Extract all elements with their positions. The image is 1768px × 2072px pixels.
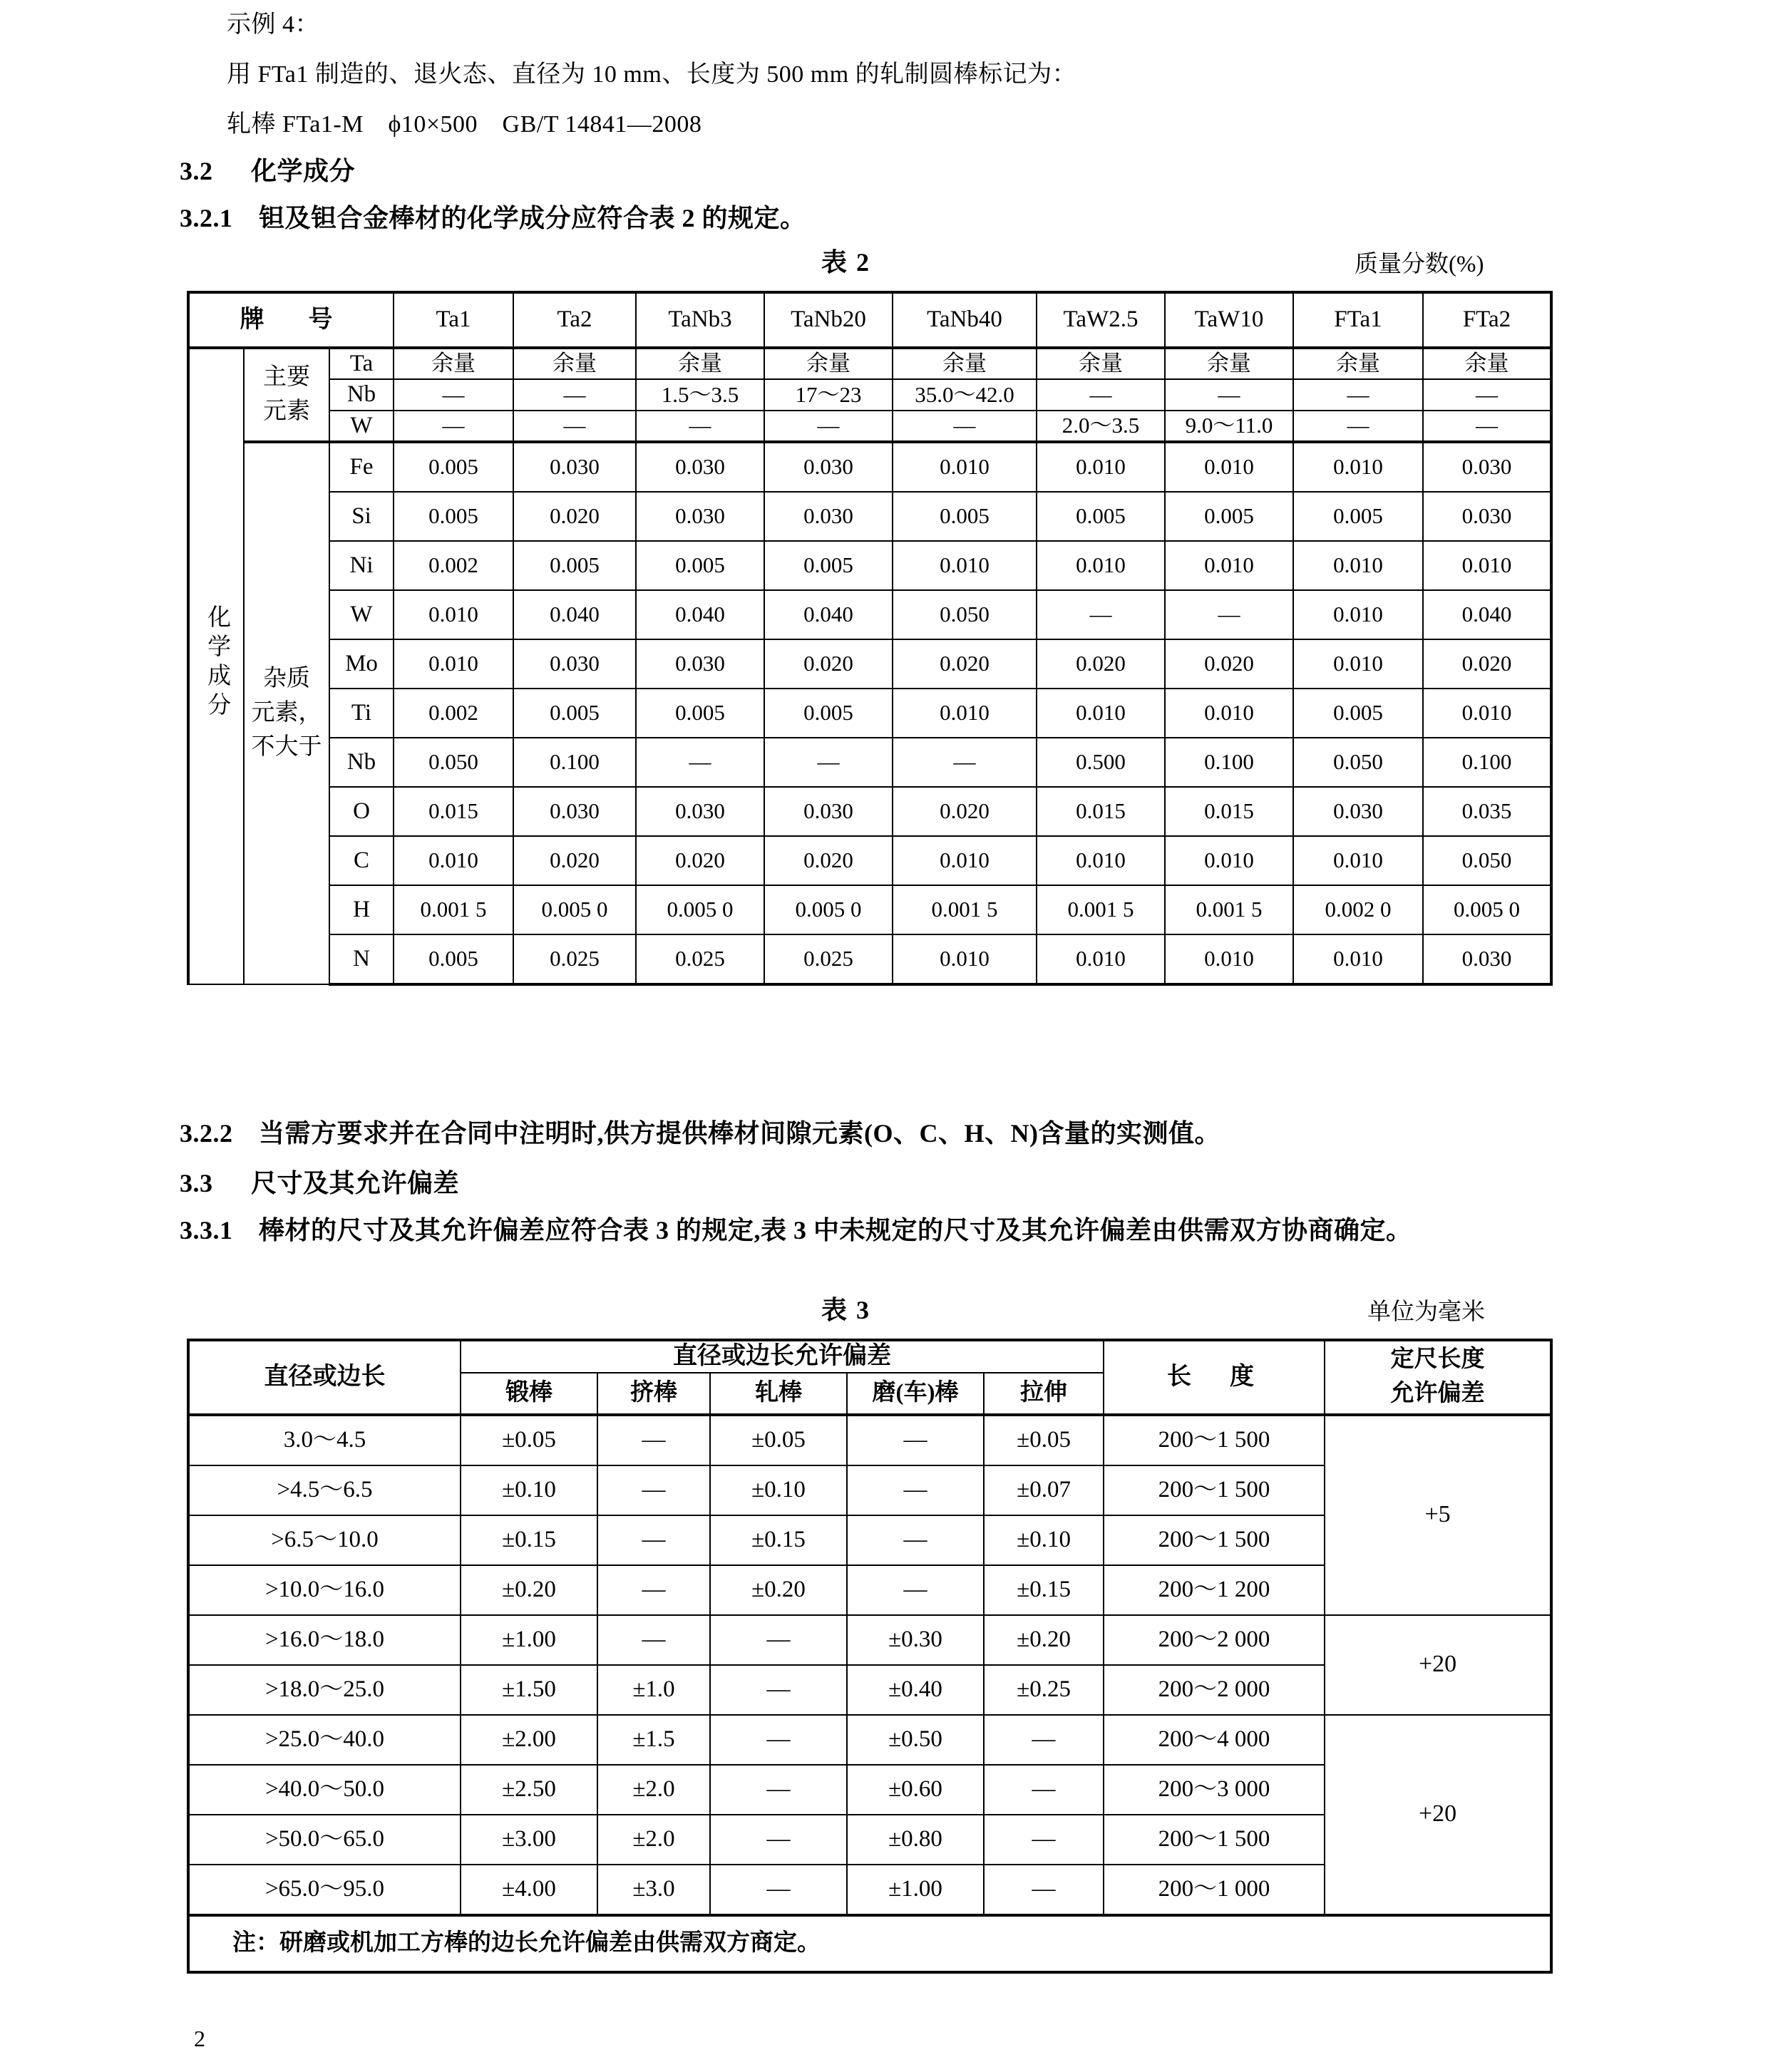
table-3-length: 200～4 000 [1104, 1715, 1325, 1765]
table-2-grade-taw2.5: TaW2.5 [1037, 292, 1165, 348]
table-2-element-nb-main: Nb [329, 379, 394, 410]
table-2-value: 0.005 [764, 689, 893, 738]
table-2-value: 余量 [1165, 348, 1293, 379]
table-3-subcol-2: 轧棒 [710, 1373, 847, 1415]
table-3-fixed-length-tolerance: +20 [1325, 1715, 1551, 1915]
table-2-element-c-impurity: C [329, 836, 394, 885]
table-2-value: 9.0～11.0 [1165, 411, 1293, 442]
table-2-value: 0.005 [764, 541, 893, 590]
table-3-length: 200～2 000 [1104, 1665, 1325, 1715]
table-2-value: — [764, 411, 893, 442]
table-3-col-tolerance-group: 直径或边长允许偏差 [461, 1340, 1104, 1373]
section-3-2-1: 3.2.1 钽及钽合金棒材的化学成分应符合表 2 的规定。 [180, 204, 806, 232]
table-2-value: — [513, 411, 636, 442]
table-2-impurity-row [188, 492, 1551, 541]
table-2-value: 0.005 [636, 689, 764, 738]
table-2-value: 0.015 [1037, 787, 1165, 836]
table-2-value: 0.010 [893, 836, 1037, 885]
table-3-forged: ±1.00 [461, 1615, 597, 1665]
table-2-value: 2.0～3.5 [1037, 411, 1165, 442]
table-2-value: 0.010 [893, 934, 1037, 984]
table-2-value: — [1037, 379, 1165, 410]
table-3-length: 200～1 500 [1104, 1815, 1325, 1865]
table-2-value: — [394, 411, 513, 442]
table-3-subcol-1: 挤棒 [597, 1373, 710, 1415]
table-3-note: 注：研磨或机加工方棒的边长允许偏差由供需双方商定。 [188, 1915, 1551, 1972]
table-2-value: 0.010 [893, 541, 1037, 590]
table-3-forged: ±4.00 [461, 1865, 597, 1915]
table-2-value: 0.005 [513, 541, 636, 590]
table-2-element-ta-main: Ta [329, 348, 394, 379]
table-2-value: — [513, 379, 636, 410]
table-2-value: — [1293, 411, 1423, 442]
table-2-value: 0.005 [513, 689, 636, 738]
table-3-extruded: — [597, 1415, 710, 1465]
table-2-value: 0.005 [1293, 689, 1423, 738]
table-2-element-si-impurity: Si [329, 492, 394, 541]
table-2-value: 0.010 [394, 836, 513, 885]
table-2-element-fe-impurity: Fe [329, 442, 394, 492]
table-2-value: 0.010 [1293, 541, 1423, 590]
table-3-drawn: ±0.25 [984, 1665, 1104, 1715]
table-3-ground: ±0.50 [847, 1715, 984, 1765]
table-2-element-h-impurity: H [329, 885, 394, 934]
table-2-value: 0.005 [893, 492, 1037, 541]
table-2-impurity-row [188, 738, 1551, 787]
table-2-value: — [394, 379, 513, 410]
table-3-ground: — [847, 1465, 984, 1515]
table-2-value: 0.005 0 [513, 885, 636, 934]
table-2-value: 0.015 [1165, 787, 1293, 836]
table-2-value: 余量 [1037, 348, 1165, 379]
table-3-ground: — [847, 1415, 984, 1465]
table-3-size: 3.0～4.5 [188, 1415, 461, 1465]
table-2-value: 0.030 [1293, 787, 1423, 836]
table-2-value: 0.100 [1423, 738, 1551, 787]
table-3-ground: ±0.30 [847, 1615, 984, 1665]
table-2-grade-header: 牌 号 [188, 292, 394, 348]
table-2-value: 0.040 [636, 590, 764, 639]
table-2-value: 0.010 [1293, 934, 1423, 984]
table-2-value: 0.100 [1165, 738, 1293, 787]
table-2-value: 0.020 [1037, 639, 1165, 689]
table-2-value: 余量 [513, 348, 636, 379]
table-2-value: 0.010 [1037, 934, 1165, 984]
table-2-value: 0.010 [1037, 689, 1165, 738]
table-2-grade-fta1: FTa1 [1293, 292, 1423, 348]
table-3-ground: ±0.80 [847, 1815, 984, 1865]
table-2-value: 0.001 5 [394, 885, 513, 934]
table-3-size: >25.0～40.0 [188, 1715, 461, 1765]
table-2-value: 0.002 0 [1293, 885, 1423, 934]
table-2-value: — [1423, 379, 1551, 410]
table-3-rolled: ±0.10 [710, 1465, 847, 1515]
table-3-length: 200～1 200 [1104, 1565, 1325, 1615]
table-2-value: 0.025 [764, 934, 893, 984]
table-2-impurity-row [188, 639, 1551, 689]
table-3-rolled: — [710, 1715, 847, 1765]
table-2-value: 0.100 [513, 738, 636, 787]
table-3-rolled: — [710, 1865, 847, 1915]
table-2-value: 0.020 [636, 836, 764, 885]
table-2-value: 0.030 [764, 787, 893, 836]
table-2-value: 0.025 [513, 934, 636, 984]
table-2-impurity-row [188, 885, 1551, 934]
table-2-value: — [764, 738, 893, 787]
table-3-drawn: ±0.10 [984, 1515, 1104, 1565]
table-2-value: 0.020 [513, 836, 636, 885]
table-3-forged: ±0.05 [461, 1415, 597, 1465]
table-3-subcol-4: 拉伸 [984, 1373, 1104, 1415]
table-2-value: 0.030 [1423, 442, 1551, 492]
table-2-value: 0.005 [1165, 492, 1293, 541]
table-3-forged: ±0.15 [461, 1515, 597, 1565]
table-3-drawn: — [984, 1865, 1104, 1915]
table-2-grade-tanb3: TaNb3 [636, 292, 764, 348]
section-3-3-1: 3.3.1 棒材的尺寸及其允许偏差应符合表 3 的规定,表 3 中未规定的尺寸及其允许偏差由供需双方协商确定。 [180, 1216, 1412, 1244]
table-2-value: 0.005 [1293, 492, 1423, 541]
section-3-3-number: 3.3 [180, 1169, 213, 1197]
table-3-forged: ±1.50 [461, 1665, 597, 1715]
section-3-2-2: 3.2.2 当需方要求并在合同中注明时,供方提供棒材间隙元素(O、C、H、N)含量的实测值。 [180, 1119, 1220, 1148]
table-2-value: — [893, 411, 1037, 442]
table-2-value: 0.050 [893, 590, 1037, 639]
table-2-grade-ta1: Ta1 [394, 292, 513, 348]
table-2-value: 余量 [394, 348, 513, 379]
table-2-value: 0.050 [394, 738, 513, 787]
table-2-unit-note: 质量分数(%) [1355, 252, 1484, 277]
table-3-col-diameter: 直径或边长 [188, 1340, 461, 1415]
table-2-value: 0.001 5 [1037, 885, 1165, 934]
table-2-value: 0.030 [1423, 492, 1551, 541]
table-2-value: 0.020 [893, 639, 1037, 689]
table-2-value: 0.020 [893, 787, 1037, 836]
table-3-col-length: 长 度 [1104, 1340, 1325, 1415]
table-3-length: 200～1 000 [1104, 1865, 1325, 1915]
table-3-rolled: ±0.20 [710, 1565, 847, 1615]
table-3-size: >65.0～95.0 [188, 1865, 461, 1915]
table-2-element-nb-impurity: Nb [329, 738, 394, 787]
table-2-value: 0.040 [764, 590, 893, 639]
table-3-rolled: — [710, 1815, 847, 1865]
table-2-value: 0.010 [1423, 541, 1551, 590]
table-2-value: 0.005 [1037, 492, 1165, 541]
table-2-header-row [188, 292, 1551, 348]
table-3-rolled: ±0.05 [710, 1415, 847, 1465]
section-3-2-title: 化学成分 [251, 157, 356, 185]
example-line-1: 用 FTa1 制造的、退火态、直径为 10 mm、长度为 500 mm 的轧制圆棒标记为： [227, 61, 1077, 88]
table-2-value: 0.010 [394, 590, 513, 639]
table-2-group-label-main-elements: 主要 元素 [244, 348, 329, 442]
table-3-drawn: ±0.15 [984, 1565, 1104, 1615]
table-3-ground: — [847, 1515, 984, 1565]
table-2-value: 0.030 [636, 787, 764, 836]
table-2-value: 0.010 [1293, 836, 1423, 885]
table-2-value: 0.030 [764, 492, 893, 541]
table-2-value: 0.010 [1165, 836, 1293, 885]
table-3-drawn: ±0.20 [984, 1615, 1104, 1665]
example-label: 示例 4： [227, 11, 319, 38]
table-3-subcol-3: 磨(车)棒 [847, 1373, 984, 1415]
table-2-impurity-row [188, 787, 1551, 836]
table-3-forged: ±3.00 [461, 1815, 597, 1865]
table-3-size: >50.0～65.0 [188, 1815, 461, 1865]
table-3-ground: — [847, 1565, 984, 1615]
table-2-element-n-impurity: N [329, 934, 394, 984]
table-3-ground: ±0.60 [847, 1765, 984, 1815]
table-2-group-label-impurity-elements: 杂质 元素， 不大于 [244, 442, 329, 984]
table-2-main-row [188, 379, 1551, 410]
page-number: 2 [194, 2026, 205, 2051]
table-2-value: 0.010 [394, 639, 513, 689]
table-3-size: >16.0～18.0 [188, 1615, 461, 1665]
table-2-grade-tanb20: TaNb20 [764, 292, 893, 348]
table-2-impurity-row [188, 934, 1551, 984]
table-3-size: >6.5～10.0 [188, 1515, 461, 1565]
table-2-value: 余量 [1293, 348, 1423, 379]
table-2-value: 0.005 [394, 934, 513, 984]
table-2-value: 0.030 [636, 492, 764, 541]
table-3-col-fixed-length-tolerance: 定尺长度 允许偏差 [1325, 1340, 1551, 1415]
table-2-value: 0.005 [394, 492, 513, 541]
table-2-value: 余量 [636, 348, 764, 379]
table-2-value: 0.010 [1165, 934, 1293, 984]
table-3-unit-note: 单位为毫米 [1367, 1299, 1485, 1325]
table-3-size: >40.0～50.0 [188, 1765, 461, 1815]
table-2-value: 0.030 [636, 639, 764, 689]
table-3-forged: ±2.00 [461, 1715, 597, 1765]
table-3-forged: ±0.20 [461, 1565, 597, 1615]
table-3-extruded: ±2.0 [597, 1815, 710, 1865]
table-2-value: 0.010 [1293, 442, 1423, 492]
table-2-value: 0.010 [893, 442, 1037, 492]
table-2-value: — [636, 738, 764, 787]
table-3-drawn: — [984, 1715, 1104, 1765]
table-3-length: 200～3 000 [1104, 1765, 1325, 1815]
table-2-value: 余量 [764, 348, 893, 379]
table-3-length: 200～2 000 [1104, 1615, 1325, 1665]
table-2-impurity-row [188, 541, 1551, 590]
table-2-value: — [893, 738, 1037, 787]
table-3-length: 200～1 500 [1104, 1465, 1325, 1515]
table-2-group-label-composition: 化学成分 [188, 348, 244, 984]
table-2-value: 17～23 [764, 379, 893, 410]
table-3-extruded: — [597, 1615, 710, 1665]
table-3-header-row-1 [188, 1340, 1551, 1373]
table-2-grade-ta2: Ta2 [513, 292, 636, 348]
table-2-value: 0.010 [1165, 442, 1293, 492]
table-2-value: 0.005 0 [1423, 885, 1551, 934]
table-2-value: 余量 [893, 348, 1037, 379]
table-2-element-ti-impurity: Ti [329, 689, 394, 738]
table-2-value: 0.010 [893, 689, 1037, 738]
table-2-element-o-impurity: O [329, 787, 394, 836]
table-2-value: 0.010 [1037, 541, 1165, 590]
table-2-value: 0.002 [394, 689, 513, 738]
table-3-extruded: ±1.0 [597, 1665, 710, 1715]
table-3-length: 200～1 500 [1104, 1415, 1325, 1465]
table-3-size: >10.0～16.0 [188, 1565, 461, 1615]
table-2-value: — [1165, 379, 1293, 410]
table-3-extruded: ±3.0 [597, 1865, 710, 1915]
table-2-impurity-row [188, 590, 1551, 639]
table-3-size: >18.0～25.0 [188, 1665, 461, 1715]
table-2-value: 0.001 5 [1165, 885, 1293, 934]
table-2-element-ni-impurity: Ni [329, 541, 394, 590]
table-3-subcol-0: 锻棒 [461, 1373, 597, 1415]
table-2-value: 0.010 [1165, 541, 1293, 590]
table-3-row [188, 1615, 1551, 1665]
table-3-ground: ±0.40 [847, 1665, 984, 1715]
table-3-dimensions-tolerances [187, 1339, 1553, 1974]
table-2-impurity-row [188, 689, 1551, 738]
table-2-grade-taw10: TaW10 [1165, 292, 1293, 348]
table-2-value: 余量 [1423, 348, 1551, 379]
table-2-value: 0.050 [1293, 738, 1423, 787]
table-2-grade-fta2: FTa2 [1423, 292, 1551, 348]
table-2-value: 0.030 [764, 442, 893, 492]
table-2-main-row [188, 348, 1551, 379]
table-2-value: 0.005 0 [764, 885, 893, 934]
table-2-value: 0.010 [1037, 442, 1165, 492]
table-2-value: 0.005 [636, 541, 764, 590]
table-2-value: 0.030 [513, 442, 636, 492]
table-2-value: 0.005 [394, 442, 513, 492]
table-2-value: 0.005 0 [636, 885, 764, 934]
table-2-value: 0.035 [1423, 787, 1551, 836]
table-2-value: 0.015 [394, 787, 513, 836]
table-3-extruded: — [597, 1465, 710, 1515]
table-2-grade-tanb40: TaNb40 [893, 292, 1037, 348]
table-3-extruded: ±2.0 [597, 1765, 710, 1815]
table-3-extruded: — [597, 1515, 710, 1565]
table-2-value: 0.020 [1423, 639, 1551, 689]
table-3-rolled: ±0.15 [710, 1515, 847, 1565]
section-3-2-number: 3.2 [180, 157, 213, 185]
table-3-row [188, 1415, 1551, 1465]
table-2-value: 0.010 [1293, 590, 1423, 639]
table-2-value: — [636, 411, 764, 442]
table-2-value: 0.010 [1165, 689, 1293, 738]
table-3-rolled: — [710, 1615, 847, 1665]
table-2-element-mo-impurity: Mo [329, 639, 394, 689]
table-2-value: 35.0～42.0 [893, 379, 1037, 410]
table-2-impurity-row [188, 442, 1551, 492]
table-2-caption: 表 2 [821, 248, 871, 277]
table-2-value: 0.001 5 [893, 885, 1037, 934]
table-2-value: 0.500 [1037, 738, 1165, 787]
table-2-impurity-row [188, 836, 1551, 885]
table-2-value: 1.5～3.5 [636, 379, 764, 410]
table-2-value: 0.020 [513, 492, 636, 541]
table-2-element-w-main: W [329, 411, 394, 442]
table-2-value: 0.002 [394, 541, 513, 590]
table-2-value: — [1293, 379, 1423, 410]
table-2-value: 0.020 [1165, 639, 1293, 689]
table-2-value: 0.010 [1037, 836, 1165, 885]
table-2-value: 0.020 [764, 639, 893, 689]
table-3-row [188, 1715, 1551, 1765]
table-2-value: 0.010 [1423, 689, 1551, 738]
table-3-drawn: — [984, 1765, 1104, 1815]
table-3-note-row [188, 1915, 1551, 1972]
table-2-value: 0.020 [764, 836, 893, 885]
table-2-value: — [1423, 411, 1551, 442]
table-2-value: — [1037, 590, 1165, 639]
table-3-forged: ±2.50 [461, 1765, 597, 1815]
table-2-value: — [1165, 590, 1293, 639]
table-3-fixed-length-tolerance: +20 [1325, 1615, 1551, 1715]
table-3-extruded: ±1.5 [597, 1715, 710, 1765]
section-3-3-title: 尺寸及其允许偏差 [251, 1169, 460, 1197]
table-2-value: 0.040 [1423, 590, 1551, 639]
table-2-value: 0.050 [1423, 836, 1551, 885]
table-3-length: 200～1 500 [1104, 1515, 1325, 1565]
table-3-fixed-length-tolerance: +5 [1325, 1415, 1551, 1615]
table-3-ground: ±1.00 [847, 1865, 984, 1915]
table-2-value: 0.030 [1423, 934, 1551, 984]
table-3-drawn: ±0.05 [984, 1415, 1104, 1465]
table-2-value: 0.025 [636, 934, 764, 984]
table-2-chemical-composition [187, 291, 1553, 986]
table-3-rolled: — [710, 1665, 847, 1715]
table-3-size: >4.5～6.5 [188, 1465, 461, 1515]
table-2-value: 0.030 [513, 787, 636, 836]
example-line-2: 轧棒 FTa1-M ϕ10×500 GB/T 14841—2008 [227, 111, 702, 138]
table-3-forged: ±0.10 [461, 1465, 597, 1515]
table-2-value: 0.030 [636, 442, 764, 492]
table-2-element-w-impurity: W [329, 590, 394, 639]
table-2-value: 0.040 [513, 590, 636, 639]
table-3-rolled: — [710, 1765, 847, 1815]
table-3-extruded: — [597, 1565, 710, 1615]
table-2-main-row [188, 411, 1551, 442]
table-3-caption: 表 3 [821, 1296, 871, 1324]
table-3-drawn: ±0.07 [984, 1465, 1104, 1515]
table-2-value: 0.030 [513, 639, 636, 689]
table-2-value: 0.010 [1293, 639, 1423, 689]
table-3-drawn: — [984, 1815, 1104, 1865]
